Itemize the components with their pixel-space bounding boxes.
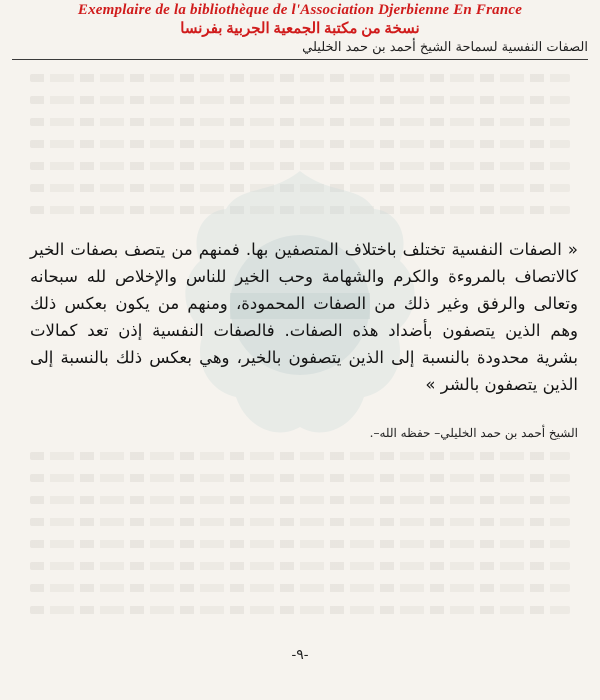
bleed-through-line [30, 496, 570, 504]
bleed-through-line [30, 74, 570, 82]
bleed-through-line [30, 118, 570, 126]
bleed-through-line [30, 140, 570, 148]
bleed-through-line [30, 96, 570, 104]
bleed-through-line [30, 474, 570, 482]
quote-attribution: الشيخ أحمد بن حمد الخليلي– حفظه الله–. [369, 426, 578, 440]
header-rule [12, 59, 588, 60]
bleed-through-line [30, 540, 570, 548]
quoted-passage: « الصفات النفسية تختلف باختلاف المتصفين بها. فمنهم من يتصف بصفات الخير كالاتصاف بالمروءة والكرم والشهامة وحب الخير للناس والإخلاص لله سبحانه وتعالى والرفق وغير ذلك من الصفات المحمودة، ومنهم من يكون بعكس ذلك وهم الذين يتصفون بأضداد هذه الصفات. فالصفات النفسية إذن تعد كمالات بشرية محدودة بالنسبة إلى الذين يتصفون بالخير، وهي بعكس ذلك بالنسبة إلى الذين يتصفون بالشر » [30, 240, 578, 394]
bleed-through-line [30, 606, 570, 614]
bleed-through-line [30, 518, 570, 526]
page-number: -٩- [291, 647, 309, 663]
running-head: الصفات النفسية لسماحة الشيخ أحمد بن حمد الخليلي [302, 40, 588, 55]
library-stamp-french: Exemplaire de la bibliothèque de l'Association Djerbienne En France [77, 2, 523, 18]
bleed-through-line [30, 562, 570, 570]
bleed-through-line [30, 584, 570, 592]
library-stamp-arabic: نسخة من مكتبة الجمعية الجربية بفرنسا [180, 21, 420, 37]
